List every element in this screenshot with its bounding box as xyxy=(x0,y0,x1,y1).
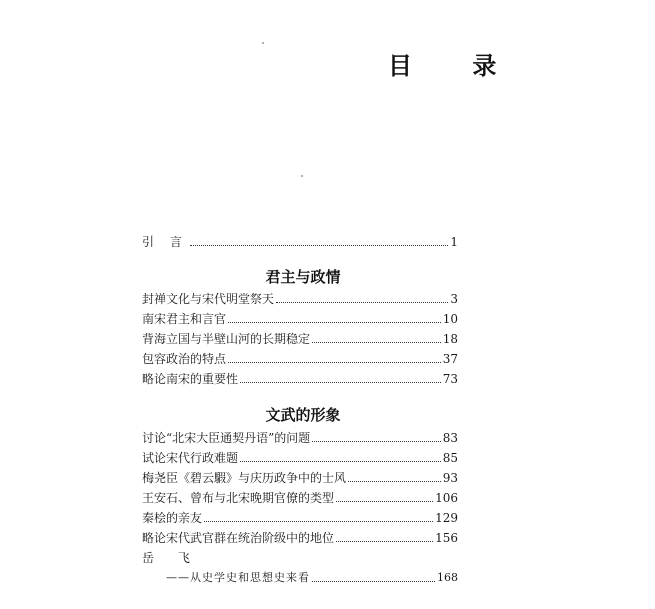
toc-entry-title: ——从史学史和思想史来看 xyxy=(166,571,310,584)
toc-entry[interactable] xyxy=(142,508,458,526)
page-title: 目 录 xyxy=(388,51,523,80)
toc-entry-title: 略论南宋的重要性 xyxy=(142,372,239,386)
dot-leader xyxy=(204,521,433,522)
toc-entry-page: 37 xyxy=(442,352,458,366)
toc-entry[interactable] xyxy=(142,548,458,566)
toc-entry-title: 引 言 xyxy=(142,235,188,249)
dot-leader xyxy=(240,382,441,383)
toc-entry[interactable] xyxy=(142,369,458,387)
toc-entry-page: 1 xyxy=(450,235,458,249)
toc-entry-page: 10 xyxy=(442,312,458,326)
toc-entry[interactable] xyxy=(142,488,458,506)
toc-entry-title: 试论宋代行政难题 xyxy=(142,451,239,465)
section-heading: 君主与政情 xyxy=(265,268,341,286)
toc-entry-title: 秦桧的亲友 xyxy=(142,511,203,525)
dot-leader xyxy=(276,302,448,303)
dot-leader xyxy=(348,481,441,482)
toc-entry-page: 18 xyxy=(442,332,458,346)
toc-entry-page: 73 xyxy=(442,372,458,386)
toc-entry-title: 背海立国与半壁山河的长期稳定 xyxy=(142,332,311,346)
toc-entry-page: 156 xyxy=(435,531,458,545)
dot-leader xyxy=(312,441,440,442)
toc-entry[interactable] xyxy=(142,329,458,347)
toc-entry-intro[interactable] xyxy=(142,232,458,250)
toc-entry[interactable] xyxy=(142,428,458,446)
toc-entry[interactable] xyxy=(142,289,458,307)
toc-entry-page: 106 xyxy=(435,491,458,505)
toc-entry-title: 王安石、曾布与北宋晚期官僚的类型 xyxy=(142,491,335,505)
toc-entry-page: 129 xyxy=(435,511,458,525)
toc-entry-title: 讨论“北宋大臣通契丹语”的问题 xyxy=(142,431,311,445)
dot-leader xyxy=(336,541,433,542)
toc-entry[interactable] xyxy=(142,448,458,466)
toc-entry-title: 梅尧臣《碧云騢》与庆历政争中的士风 xyxy=(142,471,347,485)
toc-entry-title: 略论宋代武官群在统治阶级中的地位 xyxy=(142,531,335,545)
toc-entry-title: 包容政治的特点 xyxy=(142,352,227,366)
scan-speck xyxy=(262,42,264,44)
toc-entry-subtitle[interactable] xyxy=(166,568,458,586)
toc-entry[interactable] xyxy=(142,468,458,486)
dot-leader xyxy=(312,581,435,582)
toc-entry-page: 85 xyxy=(442,451,458,465)
toc-entry-page: 3 xyxy=(450,292,458,306)
toc-entry[interactable] xyxy=(142,309,458,327)
scan-speck xyxy=(301,175,303,177)
dot-leader xyxy=(228,322,441,323)
dot-leader xyxy=(228,362,441,363)
toc-entry-title: 岳 飞 xyxy=(142,551,200,565)
dot-leader xyxy=(336,501,433,502)
section-heading: 文武的形象 xyxy=(265,406,341,424)
toc-entry-page: 93 xyxy=(442,471,458,485)
toc-entry[interactable] xyxy=(142,528,458,546)
dot-leader xyxy=(240,461,441,462)
dot-leader xyxy=(190,245,449,246)
toc-entry-page: 168 xyxy=(437,571,458,584)
toc-entry-page: 83 xyxy=(442,431,458,445)
toc-entry-title: 南宋君主和言官 xyxy=(142,312,227,326)
toc-entry[interactable] xyxy=(142,349,458,367)
dot-leader xyxy=(312,342,441,343)
toc-entry-title: 封禅文化与宋代明堂祭天 xyxy=(142,292,275,306)
